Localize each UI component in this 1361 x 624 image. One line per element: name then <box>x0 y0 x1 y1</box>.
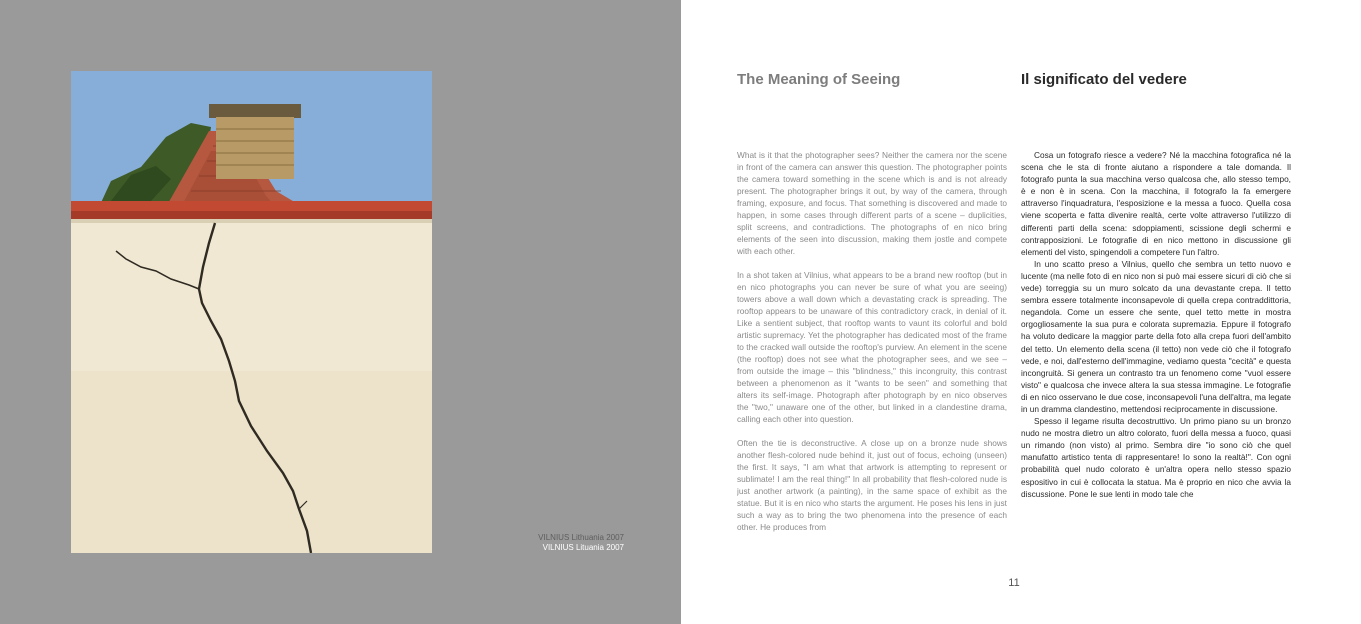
english-paragraph: In a shot taken at Vilnius, what appears to be a brand new rooftop (but in en nico photographs you can never be sure of what you are seeing) towers above a wall down which a devastating crack is spreading. The rooftop appears to be unaware of this contradictory crack, in denial of it. Like a sentient subject, that rooftop wants to vaunt its colorful and bold artistic supremacy. Yet the photographer has dedicated most of the frame to the cracked wall outside the rooftop's purview. An element in the scene (the rooftop) does not see what the photographer sees, and we see – from outside the image – this "blindness," this incongruity, this contrast between a phenomenon as it "wants to be seen" and something that alters its self-image. Photograph after photograph by en nico observes the "two," unaware one of the other, but linked in a clandestine drama, calling each other into question. <box>737 270 1007 424</box>
photo-caption <box>440 533 624 553</box>
english-paragraph: Often the tie is deconstructive. A close up on a bronze nude shows another flesh-colored nude behind it, just out of focus, echoing (unseen) the first. It says, "I am what that artwork is attempting to represent or sublimate! I am the real thing!" In all probability that flesh-colored nude is just another artwork (a painting), in the same space of exhibit as the statue. But it is en nico who starts the argument. He poses his lens in just such a way as to bring the two phenomena into the presence of each other. He produces from <box>737 438 1007 532</box>
title-english: The Meaning of Seeing <box>737 71 901 88</box>
title-italian: Il significato del vedere <box>1021 71 1187 88</box>
caption-english: VILNIUS Lithuania 2007 <box>538 533 624 542</box>
italian-paragraph: Spesso il legame risulta decostruttivo. Un primo piano su un bronzo nudo ne mostra dietro un altro colorato, fuori della messa a fuoco, quasi un rimando (non visto) al primo. Sembra dire "io sono ciò che quel manufatto artistico tenta di rappresentare! Io sono la realtà!". Con ogni probabilità quel nudo colorato è un'altra opera nello stesso spazio espositivo in cui è collocata la statua. Ma è proprio en nico che avvia la discussione. Pone le sue lenti in modo tale che <box>1021 416 1291 499</box>
italian-paragraph: In uno scatto preso a Vilnius, quello che sembra un tetto nuovo e lucente (ma nelle foto di en nico non si può mai essere sicuri di ciò che si vede) torreggia su un muro solcato da una devastante crepa. Il tetto sembra essere totalmente inconsapevole di quella crepa contraddittoria, negandola. Come un essere che sente, quel tetto mette in mostra orgogliosamente la sua pura e colorata supremazia. Eppure il fotografo ha voluto dedicare la maggior parte della foto alla crepa fuori dell'ambito del tetto. Un elemento della scena (il tetto) non vede ciò che il fotografo vede, e noi, dall'esterno dell'immagine, vediamo questa "cecità" e questa incongruità. Si genera un contrasto tra un fenomeno come "vuol essere visto" e qualcosa che invece altera la sua stessa immagine. Le fotografie di en nico osservano le due cose, inconsapevoli l'una dell'altra, ma legate in un dramma clandestino, mettendosi reciprocamente in discussione. <box>1021 258 1291 414</box>
english-text-column <box>737 149 1007 557</box>
italian-text-column <box>1021 149 1291 557</box>
caption-italian: VILNIUS Lituania 2007 <box>542 543 624 552</box>
page-number: 11 <box>1008 577 1020 589</box>
rooftop-crack-photo <box>71 71 432 553</box>
italian-paragraph: Cosa un fotografo riesce a vedere? Né la macchina fotografica né la scena che le sta di fronte aiutano a rispondere a tale domanda. Il fotografo punta la sua macchina verso qualcosa che, allo stesso tempo, è e non è in scena. Con la macchina, il fotografo la fa emergere attraverso l'inquadratura, l'esposizione e la messa a fuoco. Quella cosa viene scoperta e fatta divenire realtà, certe volte attraverso l'utilizzo di differenti parti della scena: sdoppiamenti, scissione degli schermi e contrapposizioni. Le fotografie di en nico mettono in discussione gli elementi del visto, spingendoli a competere l'un l'altro. <box>1021 150 1291 257</box>
english-paragraph: What is it that the photographer sees? Neither the camera nor the scene in front of the camera can answer this question. The photographer points the camera toward something in the scene which is and is not already present. The photographer brings it out, by way of the camera, through framing, exposure, and focus. That something is discovered and made to happen, in some cases through different parts of a scene – duplicities, split screens, and contradictions. The photographs of en nico bring elements of the seen into discussion, making them jostle and compete with each other. <box>737 150 1007 256</box>
